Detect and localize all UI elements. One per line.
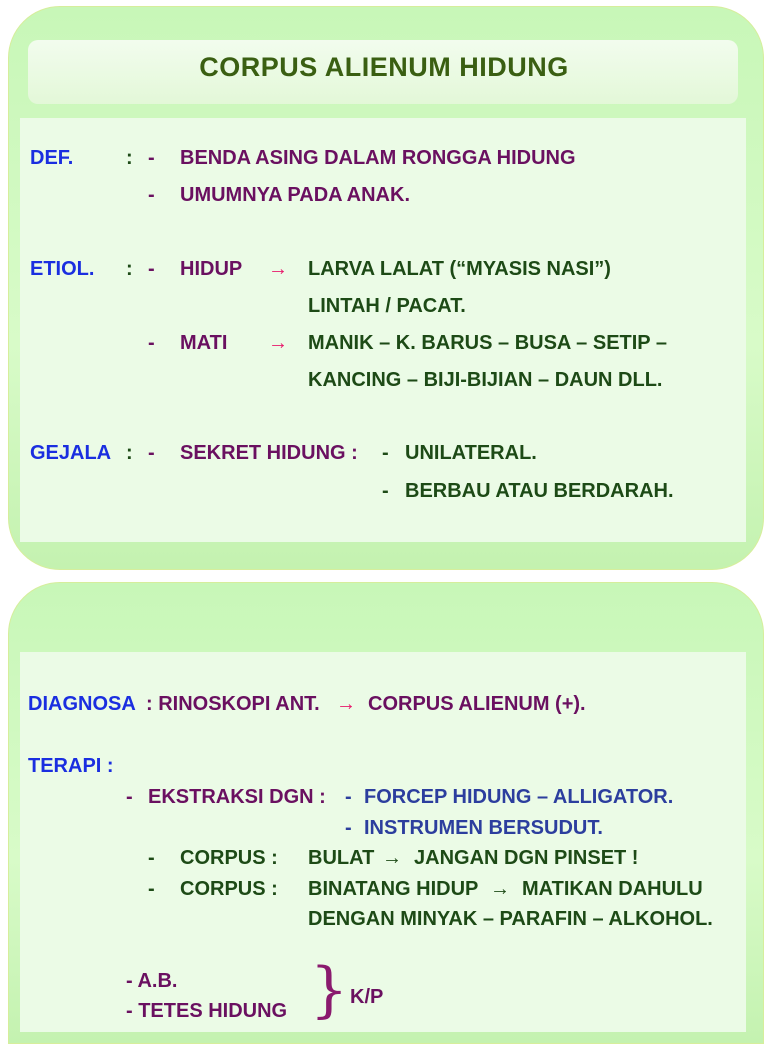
gejala-sub-dash-2: - [382,480,389,502]
terapi-label: TERAPI : [28,755,114,777]
arrow-right-icon: → [382,847,402,869]
corpus-1-jangan: JANGAN DGN PINSET ! [414,847,639,869]
diagnosa-label: DIAGNOSA [28,693,136,715]
terapi-sub-dash-2: - [345,817,352,839]
terapi-ekstraksi: EKSTRAKSI DGN : [148,786,326,808]
arrow-right-icon: → [268,258,288,280]
curly-brace-icon: } [310,955,349,1025]
gejala-sub-2: BERBAU ATAU BERDARAH. [405,480,674,502]
corpus-2-binatang: BINATANG HIDUP [308,878,479,900]
corpus-1-bulat: BULAT [308,847,375,869]
corpus-2-matikan: MATIKAN DAHULU [522,878,703,900]
etiol-mati-value-2: KANCING – BIJI-BIJIAN – DAUN DLL. [308,369,663,391]
gejala-sub-dash-1: - [382,442,389,464]
arrow-right-icon: → [268,332,288,354]
etiol-colon: : [126,258,133,280]
terapi-instrumen: INSTRUMEN BERSUDUT. [364,817,603,839]
def-label: DEF. [30,147,74,169]
gejala-dash: - [148,442,155,464]
terapi-forcep: FORCEP HIDUNG – ALLIGATOR. [364,786,674,808]
def-dash-2: - [148,184,155,206]
def-text-1: BENDA ASING DALAM RONGGA HIDUNG [180,147,576,169]
diagnosa-text-2: CORPUS ALIENUM (+). [368,693,586,715]
etiol-dash-2: - [148,332,155,354]
etiol-item-hidup: HIDUP [180,258,243,280]
gejala-sub-1: UNILATERAL. [405,442,537,464]
terapi-kp: K/P [350,986,384,1008]
etiol-label: ETIOL. [30,258,95,280]
terapi-tetes-hidung: - TETES HIDUNG [126,1000,288,1022]
arrow-right-icon: → [490,878,510,900]
gejala-label: GEJALA [30,442,112,464]
diagnosa-text-1: : RINOSKOPI ANT. [146,693,320,715]
def-dash-1: - [148,147,155,169]
etiol-item-mati: MATI [180,332,228,354]
etiol-mati-value-1: MANIK – K. BARUS – BUSA – SETIP – [308,332,667,354]
terapi-dash-1: - [126,786,133,808]
corpus-2-label: CORPUS : [180,878,278,900]
corpus-2-dash: - [148,878,155,900]
corpus-1-label: CORPUS : [180,847,278,869]
corpus-1-dash: - [148,847,155,869]
etiol-hidup-value-2: LINTAH / PACAT. [308,295,466,317]
arrow-right-icon: → [336,693,356,715]
slide-title: CORPUS ALIENUM HIDUNG [199,52,569,82]
def-text-2: UMUMNYA PADA ANAK. [180,184,410,206]
etiol-hidup-value-1: LARVA LALAT (“MYASIS NASI”) [308,258,611,280]
etiol-dash-1: - [148,258,155,280]
def-colon: : [126,147,133,169]
gejala-colon: : [126,442,133,464]
gejala-item-sekret: SEKRET HIDUNG : [180,442,358,464]
terapi-sub-dash-1: - [345,786,352,808]
corpus-2-line-2: DENGAN MINYAK – PARAFIN – ALKOHOL. [308,908,713,930]
terapi-ab: - A.B. [126,970,178,992]
